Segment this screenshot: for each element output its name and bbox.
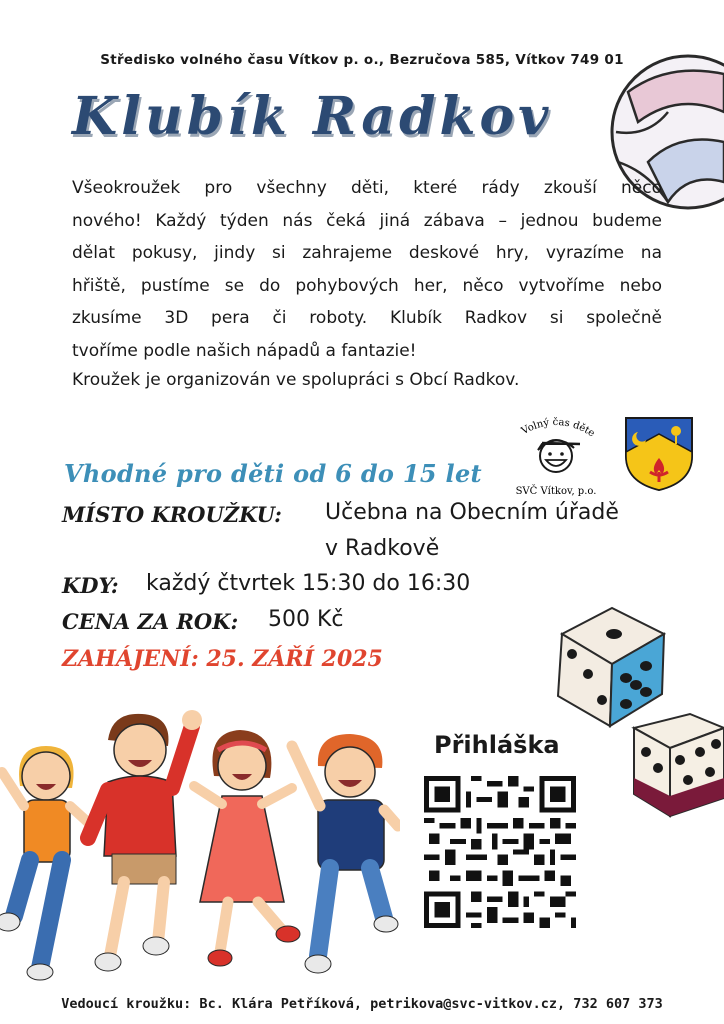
svc-logo [508, 414, 604, 500]
intro-line: dělat pokusy, jindy si zahrajeme deskové hry, vyrazíme na [72, 243, 662, 263]
svc-logo-bottom-text: SVČ Vítkov, p.o. [515, 486, 597, 497]
cooperation-note: Kroužek je organizován ve spolupráci s Obcí Radkov. [72, 370, 520, 390]
kid-figure [0, 746, 92, 980]
when-value: každý čtvrtek 15:30 do 16:30 [146, 571, 471, 596]
intro-line: tvoříme podle našich nápadů a fantazie! [72, 340, 417, 361]
svc-logo-top-text: Volný čas děte [519, 416, 597, 440]
intro-line: zkusíme 3D pera či roboty. Klubík Radkov si společně [72, 308, 662, 328]
place-value-continued: v Radkově [325, 536, 440, 561]
svg-text:Volný čas dětem [508, 414, 597, 439]
coat-of-arms-icon [624, 416, 694, 492]
leader-contact-footer: Vedoucí kroužku: Bc. Klára Petříková, petrikova@svc-vitkov.cz, 732 607 373 [61, 996, 663, 1012]
when-label: KDY: [62, 573, 119, 598]
intro-paragraph [72, 172, 662, 367]
price-label: CENA ZA ROK: [62, 609, 239, 634]
page-title: Klubík Radkov [72, 86, 553, 147]
start-date: ZAHÁJENÍ: 25. ZÁŘÍ 2025 [62, 646, 383, 672]
place-label: MÍSTO KROUŽKU: [62, 502, 282, 527]
kid-figure [292, 734, 398, 973]
kid-figure [194, 730, 300, 966]
registration-qr-code[interactable] [424, 776, 576, 928]
price-value: 500 Kč [268, 607, 344, 632]
organization-header: Středisko volného času Vítkov p. o., Bezručova 585, Vítkov 749 01 [100, 52, 624, 68]
intro-line: nového! Každý týden nás čeká jiná zábava – jednou budeme [72, 210, 662, 231]
intro-line: Všeokroužek pro všechny děti, které rády zkouší něco [72, 178, 662, 198]
intro-line: hřiště, pustíme se do pohybových her, něco vytvoříme nebo [72, 275, 662, 296]
jumping-kids-illustration [0, 706, 400, 986]
dice-icon [630, 708, 724, 820]
registration-label: Přihláška [434, 731, 560, 759]
kid-figure [88, 710, 202, 971]
place-value: Učebna na Obecním úřadě [325, 500, 619, 525]
age-range: Vhodné pro děti od 6 do 15 let [64, 459, 482, 488]
